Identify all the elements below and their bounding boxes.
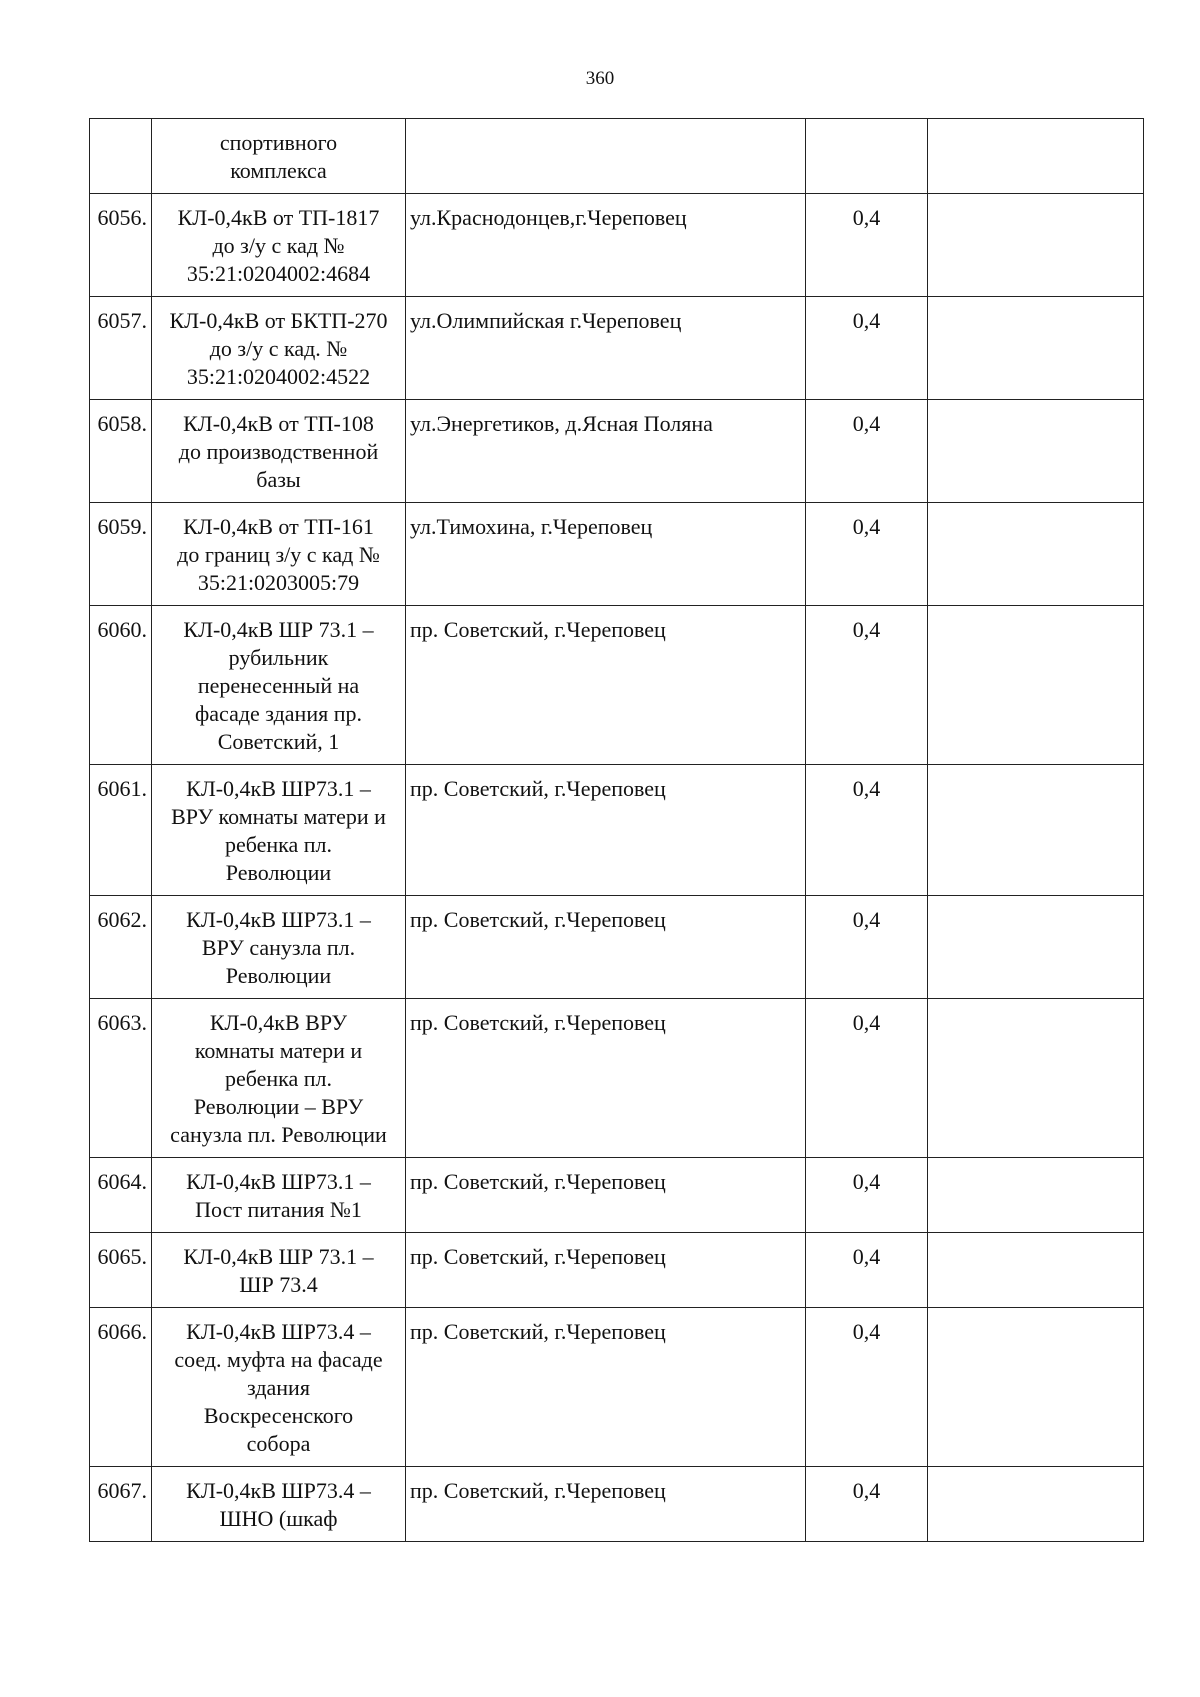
table-row [90,119,1144,194]
voltage-cell: 0,4 [806,1308,928,1467]
voltage-cell: 0,4 [806,999,928,1158]
line-name-text: спортивного [219,130,338,155]
line-name-text: комплекса [230,158,327,183]
line-name-text: КЛ-0,4кВ ШР 73.1 – [183,1244,374,1269]
line-name-text: КЛ-0,4кВ ШР73.1 – [186,1169,371,1194]
address-cell: ул.Энергетиков, д.Ясная Поляна [406,400,806,503]
empty-cell [928,1467,1144,1542]
line-name-text: ВРУ комнаты матери и [171,804,386,829]
line-name-cell [152,119,406,194]
line-name-text: до з/у с кад № [212,233,345,258]
address-cell: пр. Советский, г.Череповец [406,1233,806,1308]
line-name-text: комнаты матери и [194,1038,363,1063]
table-row [90,1158,1144,1233]
line-name-text: КЛ-0,4кВ ШР73.1 – [186,776,371,801]
row-number-cell: 6059. [90,503,152,606]
empty-cell [928,119,1144,194]
registry-table-body [90,119,1144,1542]
line-name-text: ВРУ санузла пл. [201,935,356,960]
line-name-text: КЛ-0,4кВ ШР 73.1 – [183,617,374,642]
line-name-cell [152,896,406,999]
voltage-cell: 0,4 [806,606,928,765]
line-name-text: КЛ-0,4кВ от ТП-108 [183,411,374,436]
table-row [90,1467,1144,1542]
line-name-cell [152,765,406,896]
voltage-cell: 0,4 [806,1233,928,1308]
line-name-text: Советский, 1 [217,729,340,754]
table-row [90,1308,1144,1467]
empty-cell [928,999,1144,1158]
line-name-cell [152,400,406,503]
address-cell: пр. Советский, г.Череповец [406,1467,806,1542]
line-name-cell [152,194,406,297]
address-cell: ул.Тимохина, г.Череповец [406,503,806,606]
voltage-cell: 0,4 [806,194,928,297]
voltage-cell: 0,4 [806,1158,928,1233]
line-name-text: до з/у с кад. № [209,336,348,361]
address-cell: пр. Советский, г.Череповец [406,999,806,1158]
table-row [90,297,1144,400]
line-name-text: Воскресенского [203,1403,354,1428]
line-name-text: ребенка пл. [224,1066,333,1091]
line-name-cell [152,503,406,606]
row-number-cell: 6060. [90,606,152,765]
row-number-cell [90,119,152,194]
line-name-text: здания [247,1375,310,1400]
voltage-cell: 0,4 [806,896,928,999]
line-name-text: КЛ-0,4кВ ВРУ [209,1010,348,1035]
row-number-cell: 6064. [90,1158,152,1233]
empty-cell [928,896,1144,999]
empty-cell [928,765,1144,896]
address-cell [406,119,806,194]
voltage-cell: 0,4 [806,765,928,896]
line-name-cell [152,297,406,400]
empty-cell [928,297,1144,400]
line-name-text: Революции [225,963,332,988]
empty-cell [928,1308,1144,1467]
line-name-text: базы [256,467,301,492]
line-name-cell [152,999,406,1158]
address-cell: ул.Олимпийская г.Череповец [406,297,806,400]
empty-cell [928,1158,1144,1233]
row-number-cell: 6063. [90,999,152,1158]
row-number-cell: 6066. [90,1308,152,1467]
table-row [90,400,1144,503]
line-name-text: санузла пл. Революции [170,1122,387,1147]
line-name-text: до границ з/у с кад № [177,542,380,567]
line-name-text: перенесенный на [197,673,360,698]
empty-cell [928,606,1144,765]
empty-cell [928,194,1144,297]
line-name-text: собора [246,1431,311,1456]
line-name-cell [152,1158,406,1233]
line-name-text: 35:21:0204002:4522 [186,364,371,389]
address-cell: пр. Советский, г.Череповец [406,606,806,765]
line-name-text: КЛ-0,4кВ от ТП-1817 [177,205,380,230]
row-number-cell: 6058. [90,400,152,503]
table-row [90,1233,1144,1308]
line-name-text: Пост питания №1 [195,1197,362,1222]
line-name-cell [152,1467,406,1542]
table-row [90,503,1144,606]
empty-cell [928,400,1144,503]
line-name-text: КЛ-0,4кВ от БКТП-270 [169,308,388,333]
row-number-cell: 6067. [90,1467,152,1542]
line-name-text: КЛ-0,4кВ ШР73.4 – [186,1478,371,1503]
page-number: 360 [585,68,615,89]
table-row [90,765,1144,896]
table-row [90,999,1144,1158]
voltage-cell: 0,4 [806,297,928,400]
line-name-text: соед. муфта на фасаде [174,1347,383,1372]
line-name-text: Революции – ВРУ [193,1094,364,1119]
voltage-cell: 0,4 [806,503,928,606]
address-cell: пр. Советский, г.Череповец [406,1158,806,1233]
row-number-cell: 6061. [90,765,152,896]
row-number-cell: 6056. [90,194,152,297]
line-name-text: 35:21:0204002:4684 [186,261,371,286]
line-name-text: КЛ-0,4кВ ШР73.4 – [186,1319,371,1344]
empty-cell [928,503,1144,606]
line-name-cell [152,1308,406,1467]
voltage-cell: 0,4 [806,1467,928,1542]
line-name-text: ШР 73.4 [239,1272,318,1297]
line-name-text: ребенка пл. [224,832,333,857]
line-name-text: 35:21:0203005:79 [197,570,360,595]
line-name-text: КЛ-0,4кВ от ТП-161 [183,514,374,539]
line-name-cell [152,1233,406,1308]
row-number-cell: 6062. [90,896,152,999]
address-cell: пр. Советский, г.Череповец [406,765,806,896]
line-name-text: фасаде здания пр. [195,701,362,726]
line-name-text: КЛ-0,4кВ ШР73.1 – [186,907,371,932]
line-name-text: ШНО (шкаф [219,1506,338,1531]
address-cell: пр. Советский, г.Череповец [406,1308,806,1467]
table-row [90,896,1144,999]
row-number-cell: 6057. [90,297,152,400]
table-row [90,194,1144,297]
line-name-cell [152,606,406,765]
empty-cell [928,1233,1144,1308]
table-row [90,606,1144,765]
row-number-cell: 6065. [90,1233,152,1308]
address-cell: ул.Краснодонцев,г.Череповец [406,194,806,297]
voltage-cell: 0,4 [806,400,928,503]
line-name-text: Революции [225,860,332,885]
registry-table [89,118,1144,1542]
voltage-cell [806,119,928,194]
line-name-text: рубильник [228,645,329,670]
line-name-text: до производственной [178,439,379,464]
address-cell: пр. Советский, г.Череповец [406,896,806,999]
